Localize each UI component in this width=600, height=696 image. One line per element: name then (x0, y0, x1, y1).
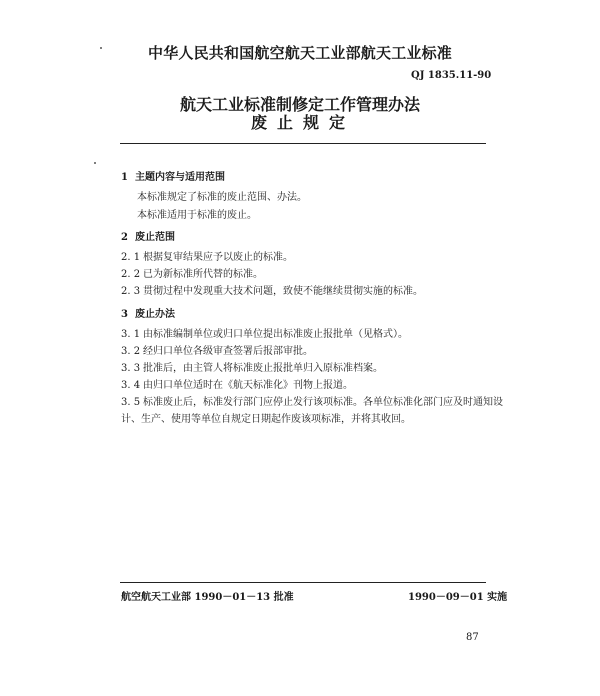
clause-continuation: 计、生产、使用等单位自规定日期起作废该项标准，并将其收回。 (121, 414, 411, 425)
paragraph: 本标准适用于标准的废止。 (137, 210, 257, 221)
issuing-authority: 中华人民共和国航空航天工业部航天工业标准 (148, 44, 453, 62)
clause-text: 批准后，由主管人将标准废止报批单归入原标准档案。 (143, 363, 383, 374)
effective-date: 1990－09－01 实施 (408, 592, 508, 603)
standard-code: QJ 1835.11-90 (411, 70, 492, 81)
clause (121, 359, 383, 374)
footer-divider (120, 582, 486, 583)
section-number: 1 (121, 172, 128, 183)
clause-number: 3. 1 (121, 329, 141, 340)
section-heading (121, 305, 175, 320)
clause-text: 经归口单位各级审查签署后报部审批。 (143, 346, 313, 357)
clause-number: 2. 3 (121, 286, 141, 297)
clause-text: 由归口单位适时在《航天标准化》刊物上报道。 (143, 380, 353, 391)
approval-date: 航空航天工业部 1990－01－13 批准 (121, 592, 294, 603)
clause-number: 3. 5 (121, 397, 141, 408)
scan-speck (94, 162, 96, 164)
clause-text: 根据复审结果应予以废止的标准。 (143, 252, 293, 263)
clause-text: 贯彻过程中发现重大技术问题，致使不能继续贯彻实施的标准。 (143, 286, 423, 297)
clause (121, 342, 313, 357)
clause (121, 325, 408, 340)
page-number: 87 (466, 632, 479, 643)
paragraph: 本标准规定了标准的废止范围、办法。 (137, 192, 307, 203)
section-title: 废止范围 (135, 232, 175, 243)
section-title: 废止办法 (135, 309, 175, 320)
document-subtitle: 废止规定 (250, 113, 355, 132)
clause-number: 2. 2 (121, 269, 141, 280)
section-number: 2 (121, 232, 128, 243)
clause-number: 3. 4 (121, 380, 141, 391)
clause-text: 标准废止后，标准发行部门应停止发行该项标准。各单位标准化部门应及时通知设 (143, 397, 503, 408)
clause (121, 265, 263, 280)
clause-text: 由标准编制单位或归口单位提出标准废止报批单（见格式）。 (143, 329, 408, 340)
clause (121, 248, 293, 263)
section-heading (121, 168, 225, 183)
scan-speck (100, 47, 102, 49)
clause-number: 3. 2 (121, 346, 141, 357)
clause (121, 376, 353, 391)
header-divider (120, 143, 486, 144)
document-title: 航天工业标准制修定工作管理办法 (179, 95, 420, 114)
clause-number: 2. 1 (121, 252, 141, 263)
section-heading (121, 228, 175, 243)
clause (121, 393, 503, 408)
section-number: 3 (121, 309, 128, 320)
section-title: 主题内容与适用范围 (135, 172, 225, 183)
clause (121, 282, 423, 297)
clause-text: 已为新标准所代替的标准。 (143, 269, 263, 280)
clause-number: 3. 3 (121, 363, 141, 374)
